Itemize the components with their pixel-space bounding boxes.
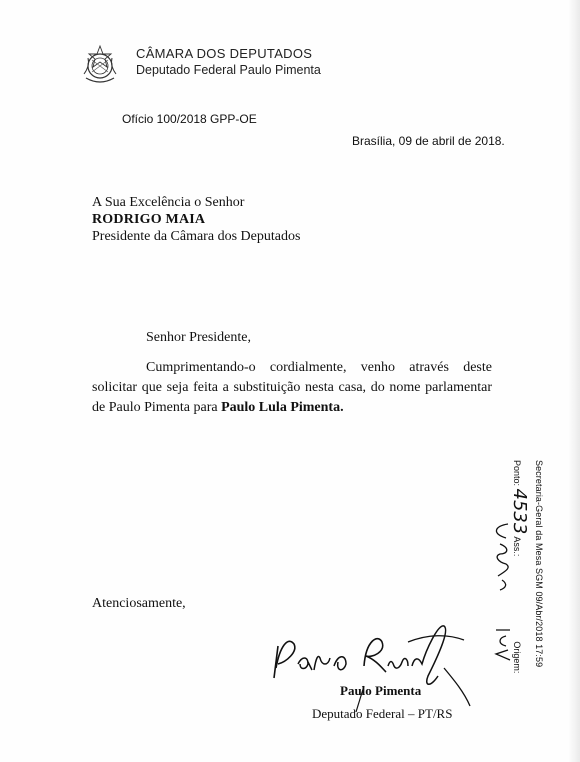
stamp-point-label: Ponto:: [512, 460, 522, 489]
letterhead-office: Deputado Federal Paulo Pimenta: [136, 63, 321, 77]
letterhead-institution: CÂMARA DOS DEPUTADOS: [136, 46, 313, 61]
stamp-handwritten-initials: [488, 520, 518, 670]
signer-name: Paulo Pimenta: [340, 683, 422, 698]
handwritten-signature: [268, 606, 478, 716]
addressee-greeting: A Sua Excelência o Senhor: [92, 195, 245, 210]
coat-of-arms-seal-icon: [80, 44, 120, 86]
signer-title: Deputado Federal – PT/RS: [312, 706, 453, 721]
document-reference: Ofício 100/2018 GPP-OE: [122, 112, 257, 126]
letter-body-new-name: Paulo Lula Pimenta.: [221, 400, 344, 415]
stamp-protocol-line: Secretaria-Geral da Mesa SGM 09/Abr/2018 17:59: [534, 460, 544, 668]
page-edge-shadow: [568, 0, 580, 762]
stamp-point-number: 4533: [509, 488, 530, 535]
addressee-name: RODRIGO MAIA: [92, 212, 206, 227]
letter-body: [92, 358, 492, 418]
closing: Atenciosamente,: [92, 596, 186, 611]
stamp-origin-label: Origem:: [512, 638, 522, 674]
salutation: Senhor Presidente,: [146, 330, 251, 345]
letter-body-main: Cumprimentando-o cordialmente, venho através deste solicitar que seja feita a substituição nesta casa, do nome parlamentar de Paulo Pimenta para: [92, 360, 492, 415]
stamp-signature-label: Ass.:: [512, 534, 522, 559]
addressee-title: Presidente da Câmara dos Deputados: [92, 229, 301, 244]
date-line: Brasília, 09 de abril de 2018.: [352, 134, 505, 148]
